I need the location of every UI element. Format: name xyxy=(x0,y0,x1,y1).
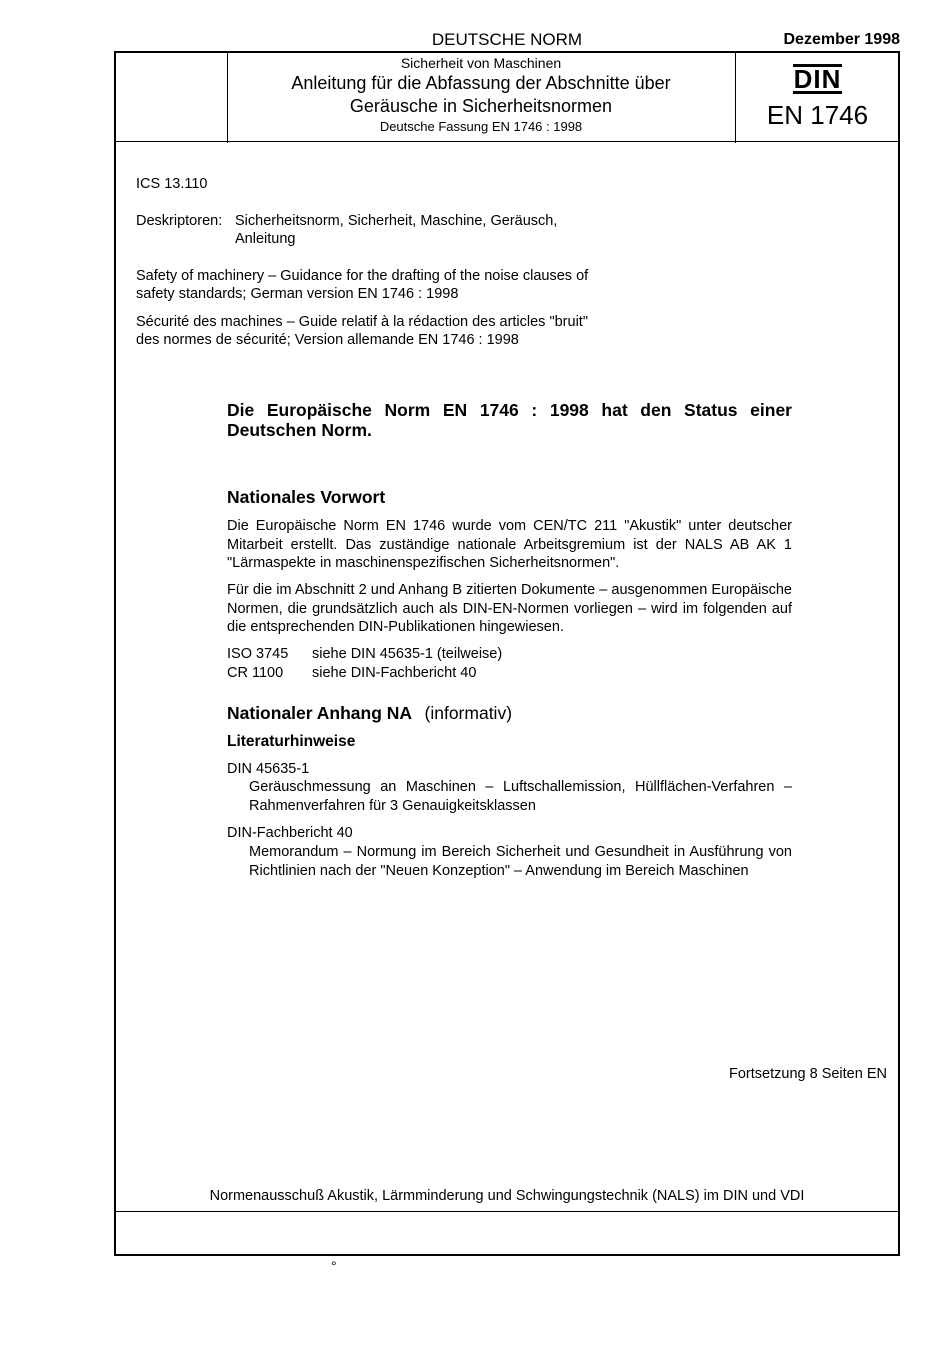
issue-date: Dezember 1998 xyxy=(783,31,900,48)
descriptors-label: Deskriptoren: xyxy=(136,213,223,229)
descriptors-line-2: Anleitung xyxy=(235,231,296,247)
english-title-1: Safety of machinery – Guidance for the drafting of the noise clauses of xyxy=(136,268,589,284)
din-logo: DIN xyxy=(793,64,842,94)
footer-mark: ° xyxy=(331,1258,337,1274)
german-version: Deutsche Fassung EN 1746 : 1998 xyxy=(379,119,583,134)
committee-line: Normenausschuß Akustik, Lärmminderung und Schwingungstechnik (NALS) im DIN und VDI xyxy=(209,1188,805,1204)
norm-type: DEUTSCHE NORM xyxy=(431,30,583,49)
descriptors-line-1: Sicherheitsnorm, Sicherheit, Maschine, Geräusch, xyxy=(235,213,558,229)
divider xyxy=(735,53,736,143)
literature-text: Memorandum – Normung im Bereich Sicherheit und Gesundheit in Ausführung von Richtlinien nach der "Neuen Konzeption" – Anwendung im Bereich Maschinen xyxy=(249,844,792,879)
foreword-para-2: Für die im Abschnitt 2 und Anhang B zitierten Dokumente – ausgenommen Europäische Normen, die grundsätzlich auch als DIN-EN-Normen vorliegen – wird im folgenden auf die entsprechenden DIN-Publikationen hingewiesen. xyxy=(227,582,792,635)
title-block xyxy=(228,55,734,134)
divider xyxy=(116,1211,898,1212)
annex-subheading: Literaturhinweise xyxy=(227,733,356,750)
continuation-note: Fortsetzung 8 Seiten EN xyxy=(729,1066,887,1082)
literature-id: DIN-Fachbericht 40 xyxy=(227,825,353,841)
document-number: EN 1746 xyxy=(766,100,869,130)
subtitle: Sicherheit von Maschinen xyxy=(400,55,562,71)
reference-code: ISO 3745 xyxy=(227,646,289,662)
french-title-2: des normes de sécurité; Version allemande EN 1746 : 1998 xyxy=(136,332,519,348)
title-line-1: Anleitung für die Abfassung der Abschnitte über xyxy=(291,73,671,93)
literature-id: DIN 45635-1 xyxy=(227,761,310,777)
annex-heading: Nationaler Anhang NA xyxy=(227,703,413,723)
annex-heading-note: (informativ) xyxy=(424,703,513,723)
reference-target: siehe DIN-Fachbericht 40 xyxy=(312,665,477,681)
din-logo-block xyxy=(737,64,898,131)
ics-code: ICS 13.110 xyxy=(136,176,208,192)
foreword-heading: Nationales Vorwort xyxy=(227,487,386,507)
title-line-2: Geräusche in Sicherheitsnormen xyxy=(349,96,613,116)
reference-code: CR 1100 xyxy=(227,665,284,681)
annex-heading-row xyxy=(227,703,512,724)
divider xyxy=(116,141,898,142)
reference-target: siehe DIN 45635-1 (teilweise) xyxy=(312,646,503,662)
status-statement: Die Europäische Norm EN 1746 : 1998 hat den Status einer Deutschen Norm. xyxy=(227,400,792,440)
foreword-para-1: Die Europäische Norm EN 1746 wurde vom CEN/TC 211 "Akustik" unter deutscher Mitarbeit erstellt. Das zuständige nationale Arbeitsgremium ist der NALS AB AK 1 "Lärmaspekte in maschinenspezifischen Sicherheitsnormen". xyxy=(227,518,792,571)
french-title-1: Sécurité des machines – Guide relatif à la rédaction des articles "bruit" xyxy=(136,314,588,330)
literature-text: Geräuschmessung an Maschinen – Luftschallemission, Hüllflächen-Verfahren – Rahmenverfahren für 3 Genauigkeitsklassen xyxy=(249,779,792,814)
english-title-2: safety standards; German version EN 1746 : 1998 xyxy=(136,286,459,302)
